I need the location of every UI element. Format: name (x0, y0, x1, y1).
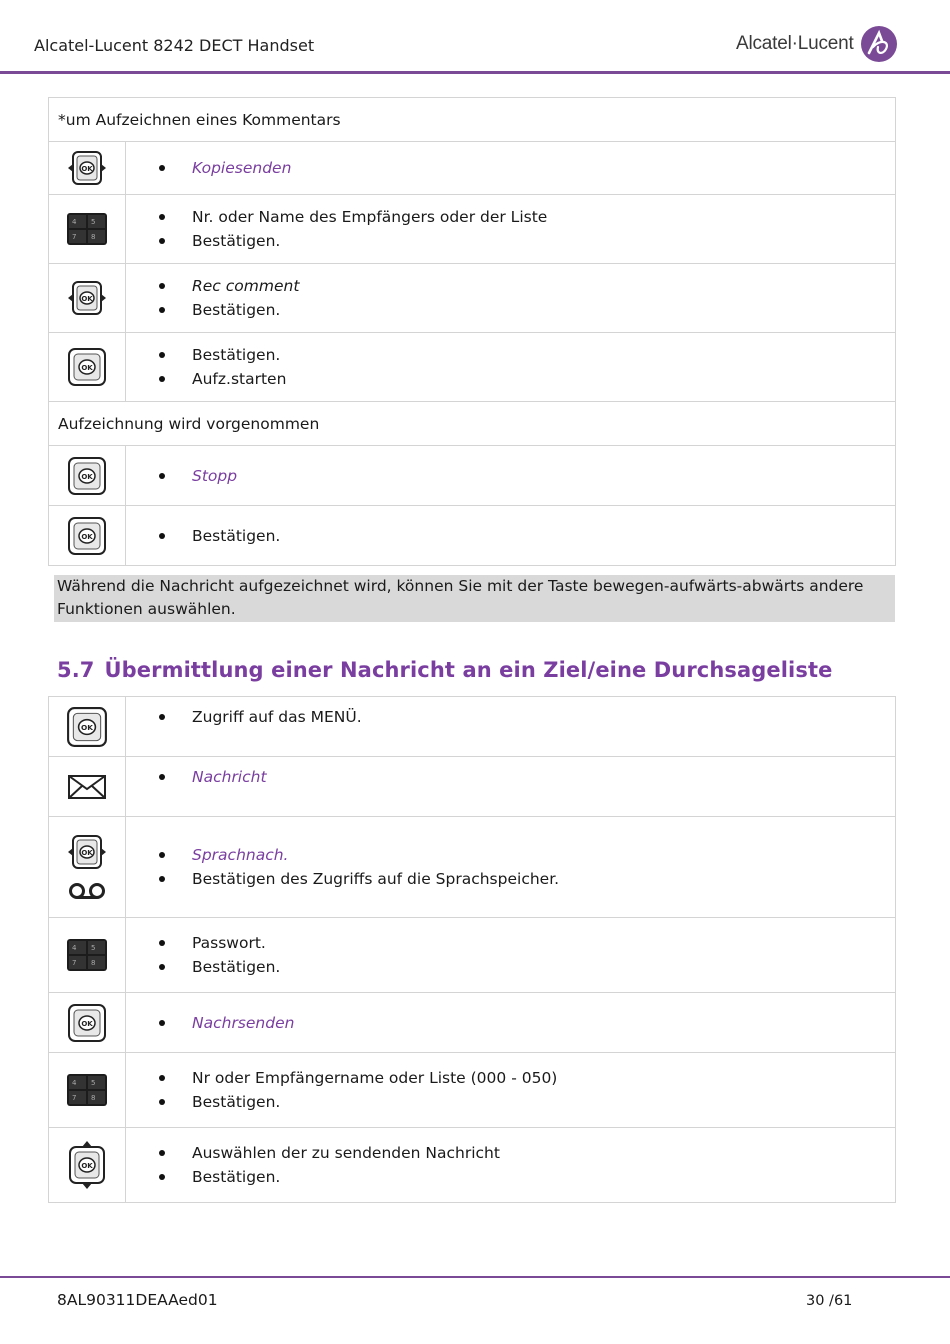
svg-text:OK: OK (81, 1019, 93, 1028)
svg-text:4: 4 (72, 218, 77, 226)
recording-status-row: Aufzeichnung wird vorgenommen (49, 402, 896, 446)
svg-text:5: 5 (91, 218, 96, 226)
list-item: Nachricht (156, 765, 895, 789)
page-number: 30 /61 (806, 1293, 853, 1309)
intro-row: *um Aufzeichnen eines Kommentars (49, 98, 896, 142)
keypad-icon (67, 1074, 107, 1106)
svg-text:OK: OK (81, 1162, 93, 1170)
list-item: Aufz.starten (156, 367, 895, 391)
ok-nav-leftright-icon (67, 280, 107, 316)
list-item: Bestätigen des Zugriffs auf die Sprachspeicher. (156, 867, 895, 891)
table-row (49, 817, 896, 918)
table-row (49, 993, 896, 1053)
table-row (49, 264, 896, 333)
list-item: Zugriff auf das MENÜ. (156, 705, 895, 729)
list-item: Bestätigen. (156, 1165, 895, 1189)
svg-text:8: 8 (91, 959, 96, 967)
document-reference: 8AL90311DEAAed01 (57, 1291, 218, 1309)
table-row (49, 446, 896, 506)
keypad-icon (67, 939, 107, 971)
list-item: Bestätigen. (156, 1090, 895, 1114)
svg-text:8: 8 (91, 1094, 96, 1102)
alcatel-lucent-logo (736, 24, 898, 64)
ok-button-icon (67, 516, 107, 556)
list-item: Bestätigen. (156, 298, 895, 322)
svg-text:5: 5 (91, 944, 96, 952)
ok-nav-updown-icon (67, 1140, 107, 1190)
list-item: Nr. oder Name des Empfängers oder der Liste (156, 205, 895, 229)
alcatel-lucent-mark-icon (860, 25, 898, 63)
section-heading (57, 658, 832, 682)
recording-note: Während die Nachricht aufgezeichnet wird, können Sie mit der Taste bewegen-aufwärts-abwärts andere Funktionen auswählen. (54, 575, 895, 622)
list-item: Nr oder Empfängername oder Liste (000 - 050) (156, 1066, 895, 1090)
svg-text:4: 4 (72, 944, 77, 952)
voicemail-icon (67, 882, 107, 900)
svg-text:OK: OK (81, 722, 93, 732)
ok-button-icon (67, 1003, 107, 1043)
list-item: Passwort. (156, 931, 895, 955)
list-item: Auswählen der zu sendenden Nachricht (156, 1141, 895, 1165)
list-item: Kopiesenden (156, 156, 895, 180)
list-item: Bestätigen. (156, 524, 895, 548)
table-row (49, 757, 896, 817)
list-item: Rec comment (156, 274, 895, 298)
list-item: Bestätigen. (156, 229, 895, 253)
table-row (49, 1053, 896, 1128)
list-item: Bestätigen. (156, 955, 895, 979)
ok-button-icon (67, 456, 107, 496)
list-item: Sprachnach. (156, 843, 895, 867)
table-row (49, 506, 896, 566)
svg-text:OK: OK (81, 295, 93, 303)
table-row (49, 1128, 896, 1203)
table-row (49, 697, 896, 757)
ok-button-icon (66, 706, 108, 748)
table-row (49, 333, 896, 402)
steps-table-recording (48, 97, 896, 566)
ok-button-icon (67, 347, 107, 387)
svg-text:OK: OK (81, 849, 93, 857)
svg-text:OK: OK (81, 472, 93, 481)
svg-text:OK: OK (81, 532, 93, 541)
svg-text:OK: OK (81, 165, 93, 173)
list-item: Nachrsenden (156, 1011, 895, 1035)
svg-text:7: 7 (72, 233, 77, 241)
envelope-icon (67, 773, 107, 801)
svg-text:7: 7 (72, 1094, 77, 1102)
svg-text:7: 7 (72, 959, 77, 967)
table-row (49, 195, 896, 264)
table-row (49, 918, 896, 993)
list-item: Stopp (156, 464, 895, 488)
keypad-icon (67, 213, 107, 245)
list-item: Bestätigen. (156, 343, 895, 367)
ok-nav-leftright-icon (67, 150, 107, 186)
footer-rule (0, 1276, 950, 1278)
ok-nav-leftright-icon (67, 834, 107, 870)
section-title: Übermittlung einer Nachricht an ein Ziel/eine Durchsageliste (104, 658, 833, 682)
table-row (49, 142, 896, 195)
logo-text: Alcatel·Lucent (736, 33, 854, 54)
steps-table-send-message (48, 696, 896, 1203)
section-number: 5.7 (57, 658, 95, 682)
svg-text:5: 5 (91, 1079, 96, 1087)
header-rule (0, 71, 950, 74)
svg-text:4: 4 (72, 1079, 77, 1087)
svg-text:8: 8 (91, 233, 96, 241)
svg-text:OK: OK (81, 364, 93, 372)
document-header-title: Alcatel-Lucent 8242 DECT Handset (34, 36, 315, 55)
